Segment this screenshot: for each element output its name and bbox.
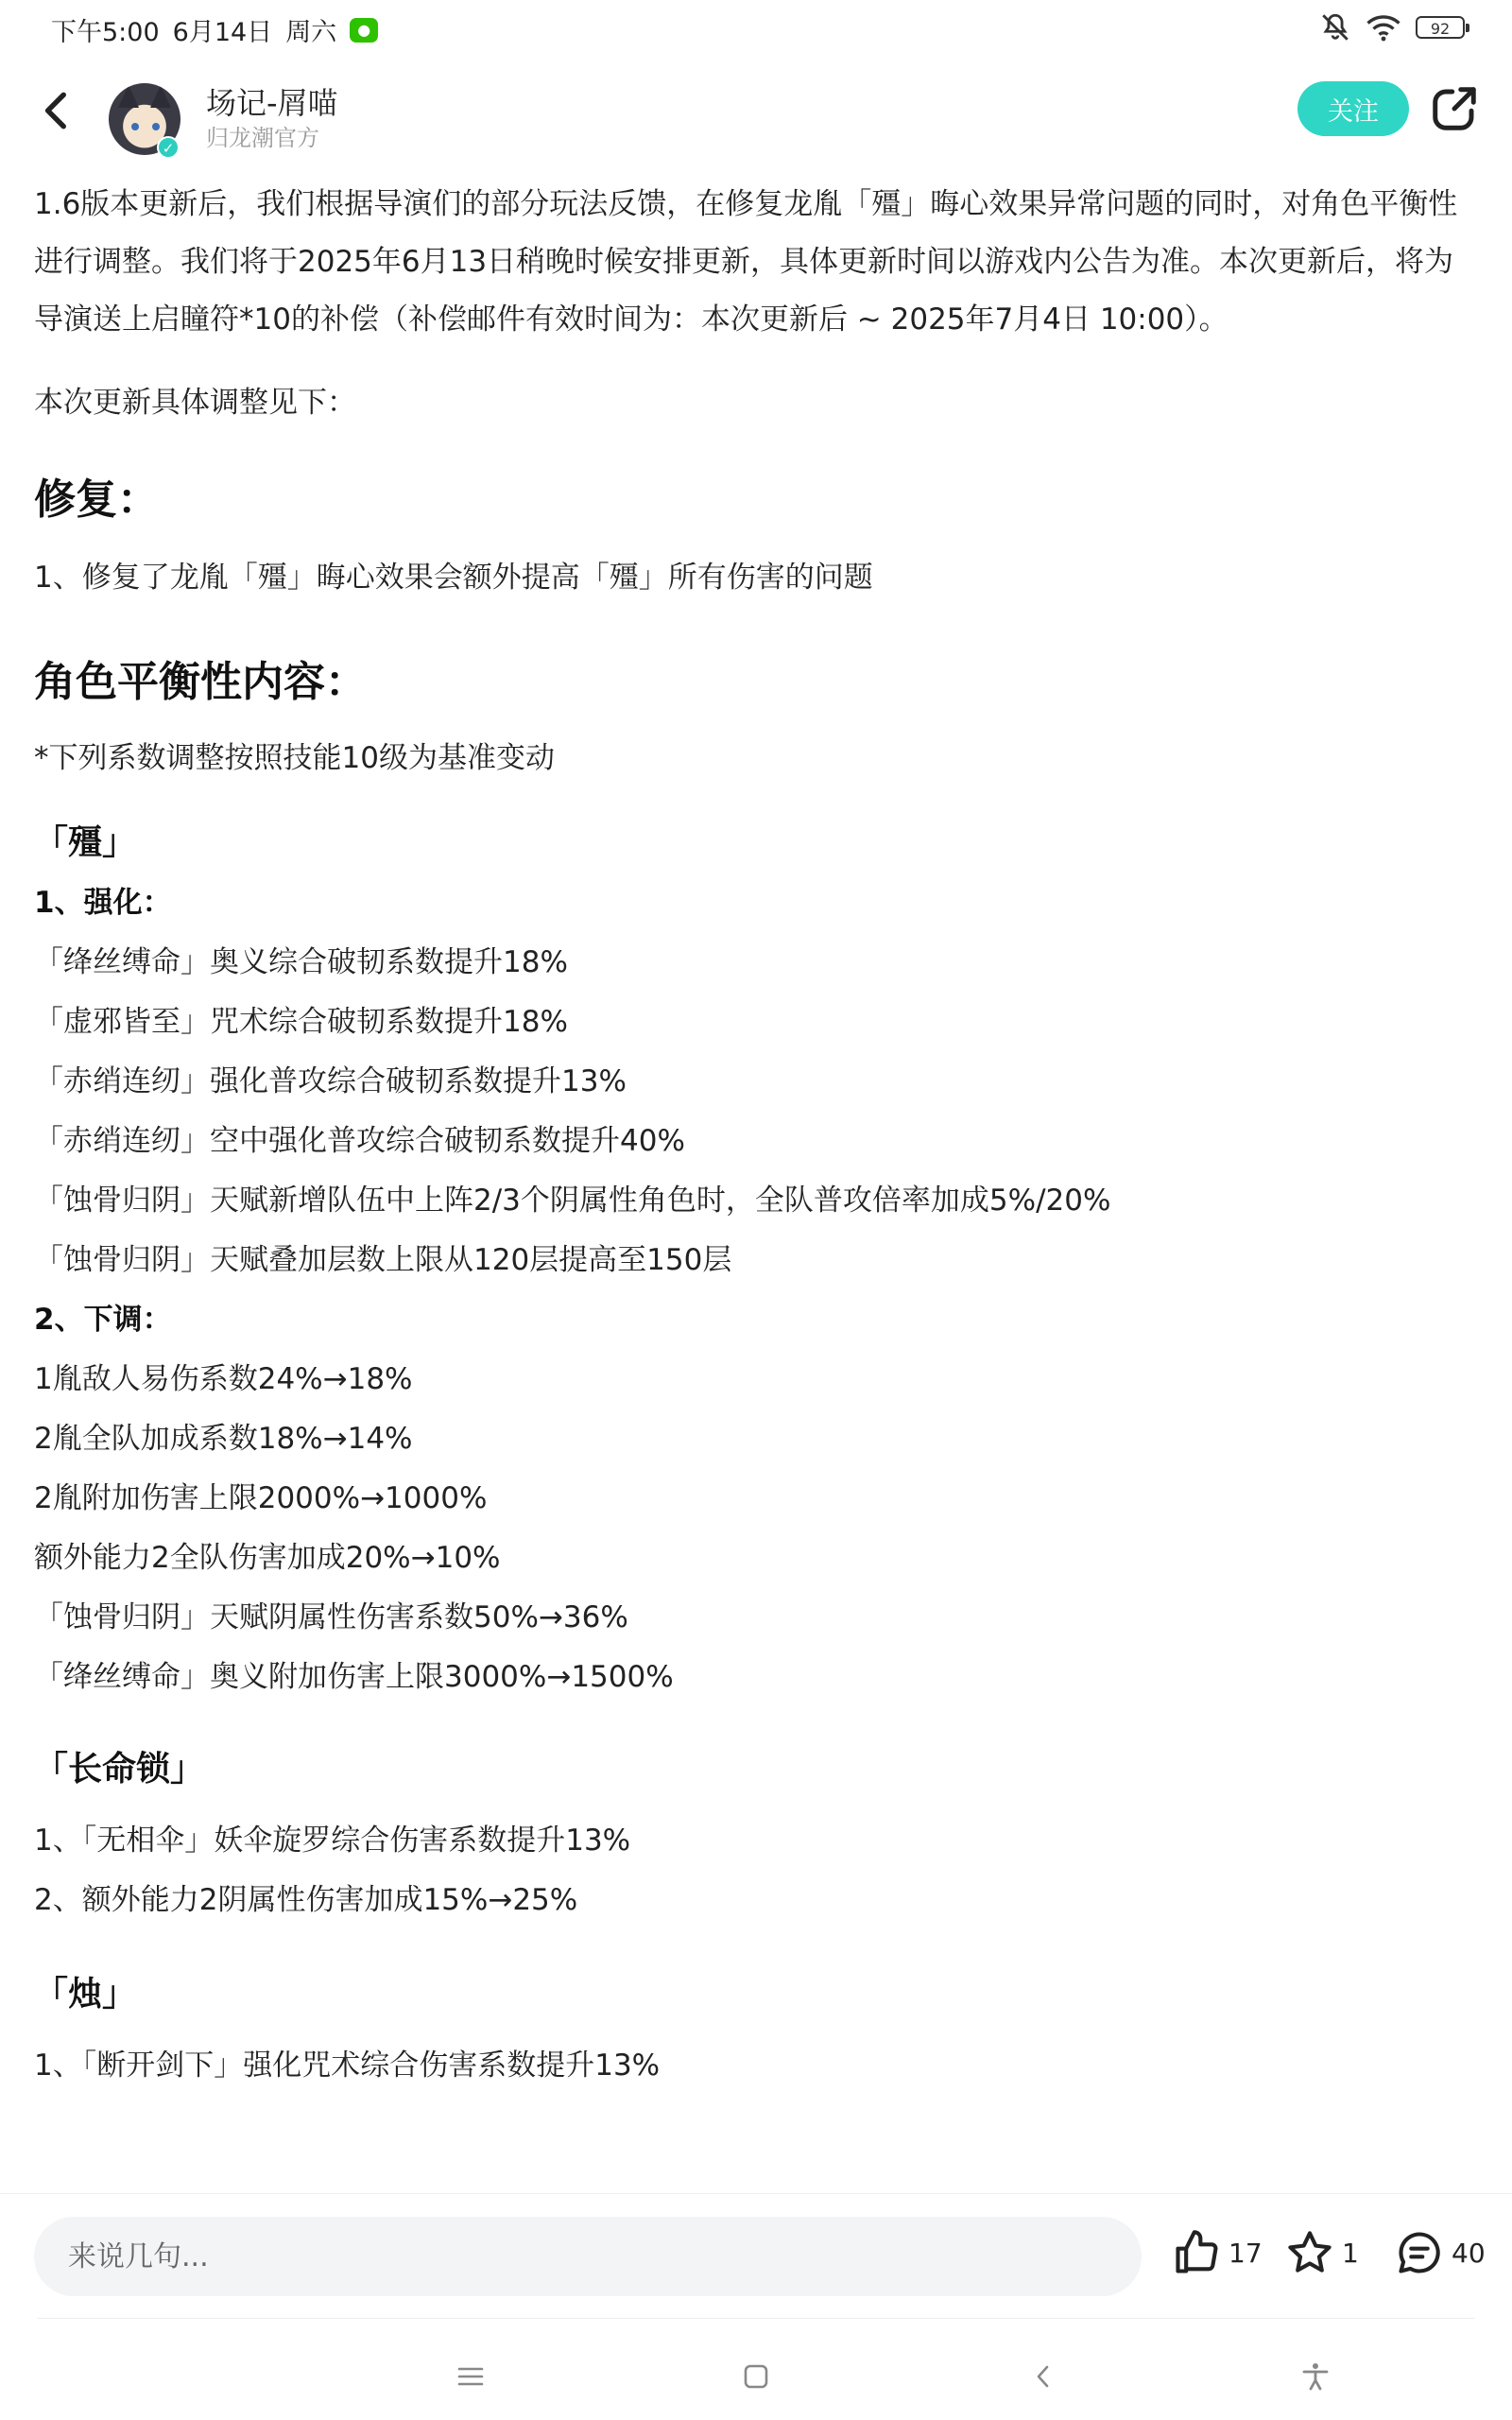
avatar-ear-left <box>118 85 139 108</box>
like-button[interactable] <box>1172 2228 1263 2277</box>
list-item: 「赤绡连纫」空中强化普攻综合破韧系数提升40% <box>34 1124 685 1158</box>
list-item: 「绛丝缚命」奥义综合破韧系数提升18% <box>34 945 568 979</box>
list-item: 「蚀骨归阴」天赋叠加层数上限从120层提高至150层 <box>34 1243 732 1277</box>
comment-icon <box>1395 2228 1444 2277</box>
wechat-icon: ● <box>350 18 378 43</box>
list-item: 额外能力2全队伤害加成20%→10% <box>34 1541 501 1575</box>
list-item: 「绛丝缚命」奥义附加伤害上限3000%→1500% <box>34 1660 674 1694</box>
status-time: 下午5:00 <box>51 18 160 47</box>
back-chevron-icon[interactable] <box>1021 2354 1066 2399</box>
list-item: 「虚邪皆至」咒术综合破韧系数提升18% <box>34 1005 568 1039</box>
post-header <box>0 66 1512 170</box>
balance-heading: 角色平衡性内容： <box>34 658 367 706</box>
system-nav-bar <box>0 2325 1512 2420</box>
follow-button[interactable]: 关注 <box>1297 81 1409 136</box>
share-icon[interactable] <box>1429 83 1480 134</box>
battery-icon <box>1416 16 1465 39</box>
like-count: 17 <box>1228 2237 1263 2269</box>
comment-count: 40 <box>1452 2237 1486 2269</box>
list-item: 「蚀骨归阴」天赋新增队伍中上阵2/3个阴属性角色时，全队普攻倍率加成5%/20% <box>34 1184 1111 1218</box>
list-item: 「赤绡连纫」强化普攻综合破韧系数提升13% <box>34 1064 627 1098</box>
star-icon <box>1285 2228 1334 2277</box>
mute-icon <box>1319 11 1351 43</box>
list-item: 1胤敌人易伤系数24%→18% <box>34 1362 413 1396</box>
menu-icon[interactable] <box>448 2354 493 2399</box>
balance-note: *下列系数调整按照技能10级为基准变动 <box>34 741 555 775</box>
comment-button[interactable] <box>1395 2228 1486 2277</box>
list-item: 1、「无相伞」妖伞旋罗综合伤害系数提升13% <box>34 1824 631 1858</box>
details-intro: 本次更新具体调整见下： <box>34 386 356 420</box>
back-icon[interactable] <box>34 87 81 134</box>
battery-level: 92 <box>1430 20 1451 38</box>
status-weekday: 周六 <box>285 18 337 47</box>
home-square-icon[interactable] <box>733 2354 779 2399</box>
list-item: 2、额外能力2阴属性伤害加成15%→25% <box>34 1883 578 1917</box>
like-icon <box>1172 2228 1221 2277</box>
status-bar <box>0 0 1512 57</box>
status-right <box>1319 11 1465 43</box>
char3-name: 「烛」 <box>34 1975 137 2014</box>
favorite-count: 1 <box>1342 2237 1359 2269</box>
status-left <box>51 11 378 48</box>
favorite-button[interactable] <box>1285 2228 1359 2277</box>
list-item: 2胤全队加成系数18%→14% <box>34 1422 413 1456</box>
char1-buff-title: 1、强化： <box>34 886 172 920</box>
avatar-ear-right <box>150 85 171 108</box>
status-date: 6月14日 <box>172 18 273 47</box>
char2-name: 「长命锁」 <box>34 1750 205 1789</box>
comment-input[interactable] <box>34 2217 1142 2296</box>
verified-icon: ✓ <box>157 136 180 159</box>
char1-nerf-title: 2、下调： <box>34 1303 172 1337</box>
wifi-icon <box>1366 13 1400 42</box>
author-name[interactable]: 场记-屑喵 <box>206 85 338 121</box>
fix-heading: 修复： <box>34 475 159 524</box>
list-item: 「蚀骨归阴」天赋阴属性伤害系数50%→36% <box>34 1600 628 1634</box>
article-intro: 1.6版本更新后，我们根据导演们的部分玩法反馈，在修复龙胤「殭」晦心效果异常问题的同时，对角色平衡性进行调整。我们将于2025年6月13日稍晚时候安排更新，具体更新时间以游戏内公告为准。本次更新后，将为导演送上启瞳符*10的补偿（补偿邮件有效时间为：本次更新后 ~ 2025年7月4日 10:00）。 <box>34 187 1458 337</box>
divider <box>38 2318 1474 2319</box>
article-body <box>34 170 1480 2193</box>
avatar-eyes <box>131 123 160 130</box>
author-subtitle: 归龙潮官方 <box>206 125 319 151</box>
fix-item: 1、修复了龙胤「殭」晦心效果会额外提高「殭」所有伤害的问题 <box>34 561 873 595</box>
list-item: 1、「断开剑下」强化咒术综合伤害系数提升13% <box>34 2048 661 2083</box>
bottom-action-bar <box>0 2193 1512 2319</box>
list-item: 2胤附加伤害上限2000%→1000% <box>34 1481 488 1515</box>
accessibility-icon[interactable] <box>1293 2354 1338 2399</box>
char1-name: 「殭」 <box>34 823 137 862</box>
